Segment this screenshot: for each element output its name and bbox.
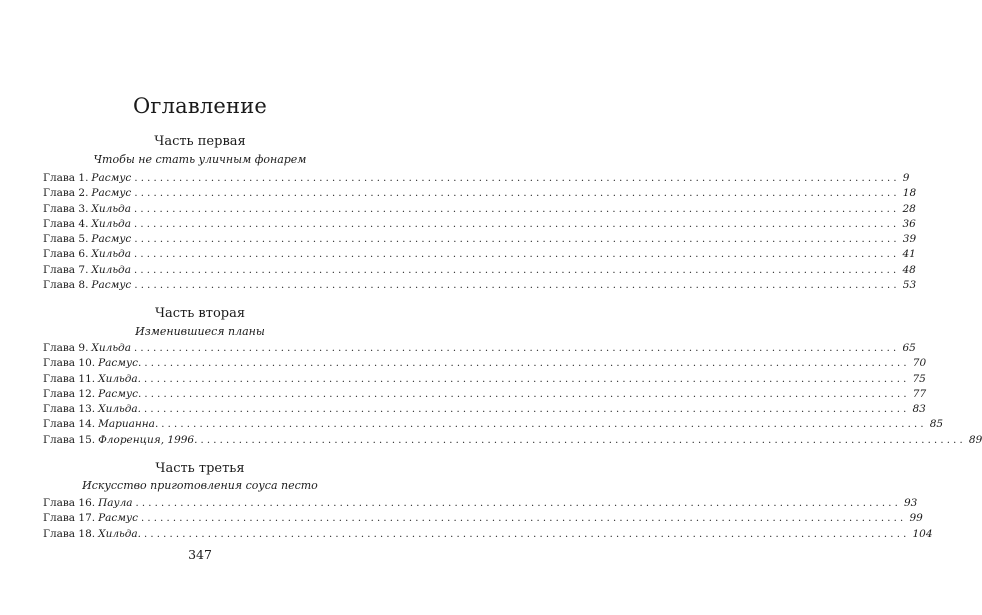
chapter-name: Расмус.	[98, 387, 142, 400]
page-number: 85	[929, 418, 944, 431]
dot-leader: ........................................................................................................................	[133, 218, 900, 230]
page-number: 36	[902, 217, 916, 230]
chapter-name: Хильда	[91, 342, 131, 354]
page-number: 53	[902, 279, 917, 292]
chapter-name: Расмус	[91, 172, 132, 184]
chapter-label: Глава 12.	[43, 387, 96, 400]
page-number: 104	[912, 527, 933, 540]
toc-entry	[43, 342, 916, 357]
part-3-subtitle: Искусство приготовления соуса песто	[82, 479, 318, 492]
toc-entry	[43, 279, 917, 294]
toc-entry	[43, 217, 916, 233]
dot-leader: ........................................................................................................................	[200, 434, 966, 446]
toc-title: Оглавление	[132, 94, 268, 118]
part-2-entries	[43, 342, 982, 449]
dot-leader: ........................................................................................................................	[144, 358, 910, 370]
page-number: 70	[912, 357, 927, 370]
chapter-label: Глава 5.	[43, 233, 89, 246]
chapter-name: Хильда.	[98, 403, 141, 416]
chapter-label: Глава 8.	[43, 279, 89, 292]
dot-leader: ........................................................................................................................	[144, 388, 910, 400]
page-number: 99	[909, 512, 923, 525]
dot-leader: ........................................................................................................................	[134, 280, 900, 292]
part-3-entries	[43, 497, 933, 543]
dot-leader: ........................................................................................................................	[134, 188, 900, 200]
chapter-label: Глава 17.	[43, 512, 96, 525]
toc-entry	[43, 418, 944, 433]
chapter-label: Глава 10.	[43, 357, 96, 370]
toc-entry	[43, 527, 933, 543]
toc-entry	[43, 263, 916, 279]
chapter-label: Глава 16.	[43, 497, 96, 509]
page-number: 83	[912, 403, 926, 416]
chapter-label: Глава 11.	[43, 372, 96, 385]
page-number: 39	[902, 233, 917, 246]
chapter-label: Глава 2.	[43, 187, 89, 200]
dot-leader: ........................................................................................................................	[140, 513, 907, 525]
toc-entry	[43, 512, 923, 527]
dot-leader: ........................................................................................................................	[144, 404, 910, 416]
page-number: 89	[968, 433, 982, 446]
toc-entry	[43, 202, 916, 218]
chapter-label: Глава 1.	[43, 172, 89, 184]
chapter-label: Глава 3.	[43, 202, 89, 215]
page-number: 28	[902, 202, 916, 215]
page-number: 93	[904, 497, 918, 509]
chapter-label: Глава 13.	[43, 403, 96, 416]
chapter-name: Хильда.	[98, 527, 141, 540]
chapter-name: Хильда	[91, 248, 131, 261]
page-number: 41	[902, 248, 916, 261]
chapter-name: Хильда	[91, 202, 131, 215]
chapter-label: Глава 14.	[43, 418, 96, 431]
dot-leader: ........................................................................................................................	[161, 419, 927, 431]
dot-leader: ........................................................................................................................	[144, 373, 910, 385]
chapter-name: Флоренция, 1996.	[98, 433, 198, 446]
chapter-name: Расмус.	[98, 357, 142, 370]
toc-entry	[43, 372, 926, 388]
toc-entry	[43, 357, 927, 372]
dot-leader: ........................................................................................................................	[134, 234, 900, 246]
part-2-title: Часть вторая	[154, 306, 246, 321]
chapter-name: Паула	[98, 497, 133, 509]
chapter-label: Глава 4.	[43, 217, 89, 230]
part-3-title: Часть третья	[155, 461, 245, 476]
toc-entry	[43, 172, 910, 187]
page-number: 77	[912, 387, 927, 400]
chapter-name: Расмус	[91, 233, 132, 246]
chapter-name: Хильда	[91, 217, 131, 230]
part-1-entries	[43, 172, 917, 294]
page-number: 75	[912, 372, 926, 385]
chapter-name: Расмус	[91, 187, 132, 200]
chapter-name: Расмус	[98, 512, 138, 525]
dot-leader: ........................................................................................................................	[133, 203, 900, 215]
chapter-label: Глава 6.	[43, 248, 89, 261]
chapter-label: Глава 15.	[43, 433, 96, 446]
toc-entry	[43, 248, 916, 263]
part-1-subtitle: Чтобы не стать уличным фонарем	[93, 153, 307, 166]
toc-entry	[43, 387, 927, 403]
chapter-name: Расмус	[91, 279, 132, 292]
page-number: 18	[902, 187, 917, 200]
page-number-footer: 347	[188, 547, 212, 562]
dot-leader: ........................................................................................................................	[133, 264, 900, 276]
dot-leader: ........................................................................................................................	[133, 249, 900, 261]
toc-entry	[43, 403, 926, 418]
chapter-label: Глава 18.	[43, 527, 96, 540]
toc-entry	[43, 187, 917, 202]
chapter-label: Глава 7.	[43, 263, 89, 276]
page-number: 48	[902, 263, 916, 276]
dot-leader: ........................................................................................................................	[134, 173, 900, 184]
toc-entry	[43, 233, 917, 248]
dot-leader: ........................................................................................................................	[144, 528, 910, 540]
chapter-name: Хильда.	[98, 372, 141, 385]
dot-leader: ........................................................................................................................	[133, 343, 900, 354]
part-2-subtitle: Изменившиеся планы	[135, 325, 265, 338]
page-number: 9	[902, 172, 910, 184]
page-number: 65	[902, 342, 916, 354]
part-1-title: Часть первая	[154, 134, 246, 149]
toc-entry	[43, 433, 982, 449]
chapter-name: Хильда	[91, 263, 131, 276]
dot-leader: ........................................................................................................................	[135, 498, 901, 509]
toc-entry	[43, 497, 918, 512]
chapter-label: Глава 9.	[43, 342, 89, 354]
chapter-name: Марианна.	[98, 418, 159, 431]
